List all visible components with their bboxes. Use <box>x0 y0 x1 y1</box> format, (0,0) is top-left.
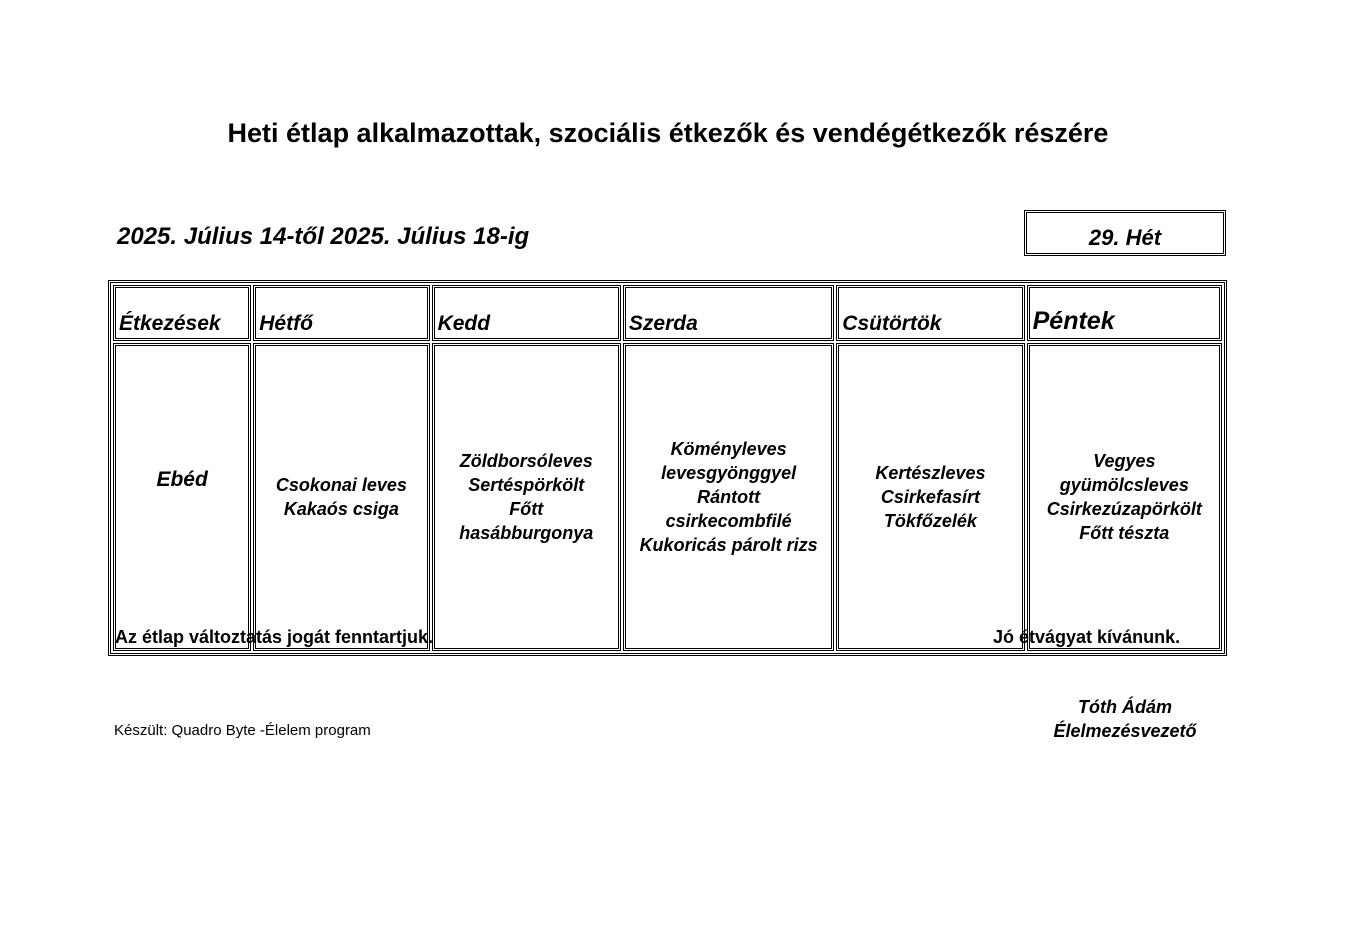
header-wednesday: Szerda <box>623 285 834 341</box>
menu-item: Főtt tészta <box>1079 523 1170 543</box>
header-friday: Péntek <box>1027 285 1222 341</box>
menu-item: Rántott <box>697 487 761 507</box>
menu-item: Kakaós csiga <box>283 499 399 519</box>
menu-item: gyümölcsleves <box>1059 475 1189 495</box>
menu-item: Csirkefasírt <box>880 487 980 507</box>
signer-role: Élelmezésvezető <box>1053 721 1197 741</box>
menu-item: csirkecombfilé <box>665 511 792 531</box>
header-thursday: Csütörtök <box>836 285 1024 341</box>
monday-menu-cell <box>253 343 429 651</box>
menu-table <box>108 280 1227 656</box>
menu-item: Köményleves <box>670 439 787 459</box>
week-number-box: 29. Hét <box>1024 210 1226 256</box>
wednesday-menu-cell <box>623 343 834 651</box>
page-title: Heti étlap alkalmazottak, szociális étkezők és vendégétkezők részére <box>227 118 1109 148</box>
thursday-menu-cell <box>836 343 1024 651</box>
table-row <box>113 343 1222 651</box>
menu-item: hasábburgonya <box>459 523 594 543</box>
menu-item: Kertészleves <box>875 463 986 483</box>
meal-type-cell: Ebéd <box>113 343 251 651</box>
friday-menu-cell <box>1027 343 1222 651</box>
menu-item: Kukoricás párolt rizs <box>639 535 818 555</box>
greeting-note: Jó étvágyat kívánunk. <box>993 627 1181 647</box>
signer-name: Tóth Ádám <box>1078 697 1172 717</box>
header-tuesday: Kedd <box>432 285 621 341</box>
menu-item: Csirkezúzapörkölt <box>1046 499 1202 519</box>
header-meals: Étkezések <box>113 285 251 341</box>
menu-item: Vegyes <box>1093 451 1156 471</box>
disclaimer-note: Az étlap változtatás jogát fenntartjuk. <box>115 627 434 647</box>
menu-item: Csokonai leves <box>275 475 407 495</box>
date-range: 2025. Július 14-től 2025. Július 18-ig <box>117 223 530 250</box>
signature-block <box>1030 695 1220 743</box>
header-monday: Hétfő <box>253 285 429 341</box>
table-header-row <box>113 285 1222 341</box>
menu-item: Főtt <box>509 499 544 519</box>
footer-credit: Készült: Quadro Byte -Élelem program <box>114 722 371 739</box>
menu-item: Tökfőzelék <box>883 511 977 531</box>
tuesday-menu-cell <box>432 343 621 651</box>
menu-item: levesgyönggyel <box>661 463 797 483</box>
menu-item: Zöldborsóleves <box>459 451 593 471</box>
menu-item: Sertéspörkölt <box>468 475 585 495</box>
